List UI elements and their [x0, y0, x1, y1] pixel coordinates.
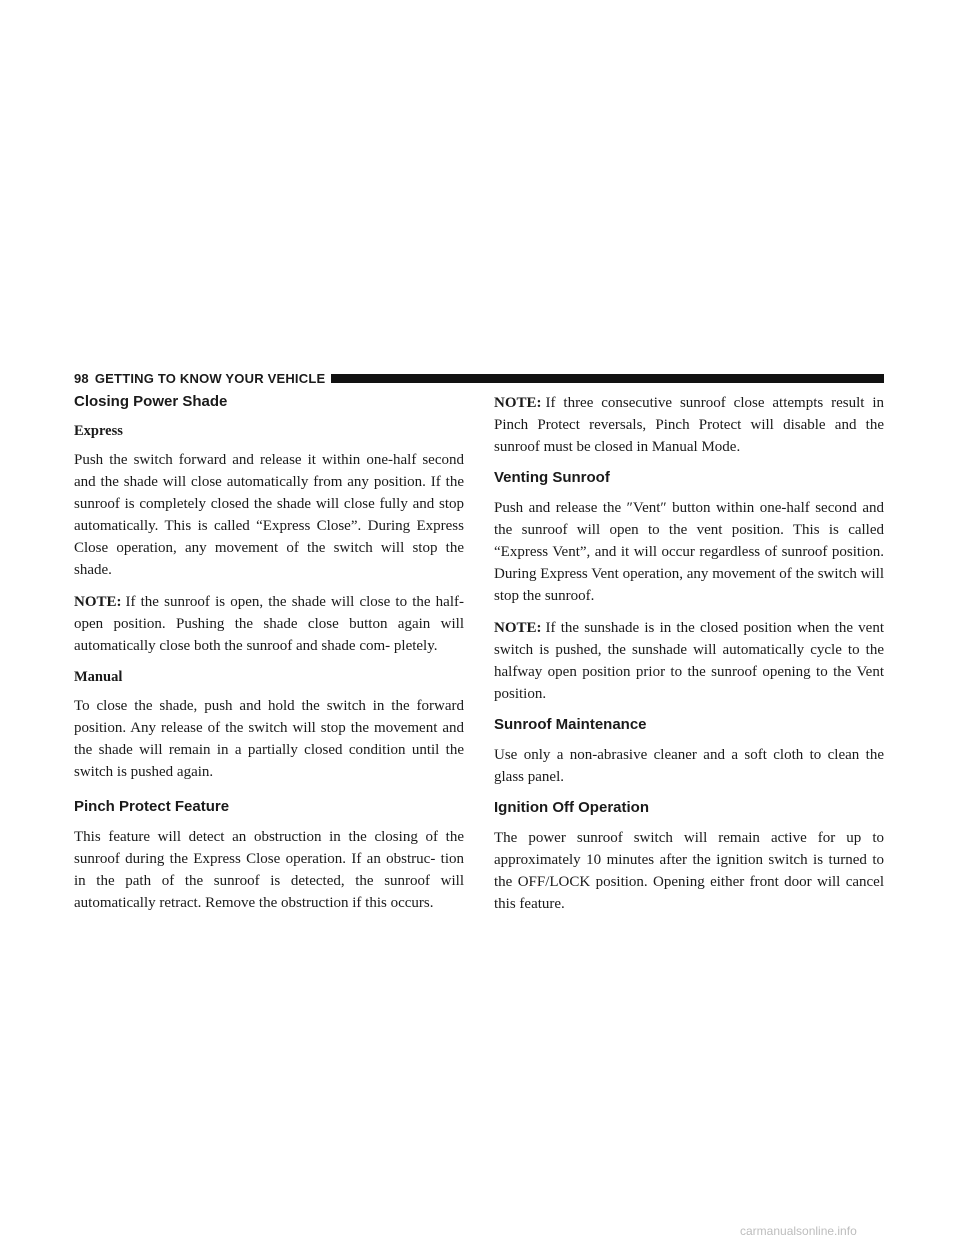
note-shade — [74, 591, 464, 657]
note-label: NOTE: — [494, 395, 542, 411]
watermark: carmanualsonline.info — [740, 1224, 857, 1238]
note-text: If the sunroof is open, the shade will close to the half-open position. Pushing the shade close button again will automatically close both the sunroof and shade com- pletely. — [74, 594, 464, 654]
heading-venting-sunroof: Venting Sunroof — [494, 469, 610, 486]
paragraph-venting: Push and release the ″Vent″ button within one-half second and the sunroof will open to the vent position. This is called “Express Vent”, and it will occur regardless of sunroof position. During Express Vent operation, any movement of the switch will stop the sunroof. — [494, 500, 884, 604]
heading-pinch-protect: Pinch Protect Feature — [74, 798, 230, 815]
note-venting — [494, 617, 884, 705]
subheading-express: Express — [74, 423, 123, 439]
note-text: If the sunshade is in the closed position when the vent switch is pushed, the sunshade will automatically cycle to the halfway open position prior to the sunroof opening to the Vent position. — [494, 620, 884, 702]
page-number: 98 — [74, 370, 89, 386]
right-column — [494, 392, 884, 925]
page-header — [74, 369, 884, 387]
note-text: If three consecutive sunroof close attempts result in Pinch Protect reversals, Pinch Protect will disable and the sunroof must be closed in Manual Mode. — [494, 395, 884, 455]
heading-ignition-off: Ignition Off Operation — [494, 799, 649, 816]
paragraph-express: Push the switch forward and release it within one-half second and the shade will close automatically from any position. If the sunroof is completely closed the shade will close fully and stop automatically. This is called “Express Close”. During Express Close operation, any movement of the switch will stop the shade. — [74, 452, 464, 578]
left-column — [74, 392, 464, 924]
heading-sunroof-maintenance: Sunroof Maintenance — [494, 716, 647, 733]
note-label: NOTE: — [74, 594, 122, 610]
subheading-manual: Manual — [74, 669, 123, 685]
paragraph-maintenance: Use only a non-abrasive cleaner and a soft cloth to clean the glass panel. — [494, 747, 884, 785]
running-head — [74, 371, 325, 386]
paragraph-manual: To close the shade, push and hold the switch in the forward position. Any release of the switch will stop the movement and the shade will remain in a partially closed condition until the switch is pushed again. — [74, 698, 464, 780]
heading-closing-power-shade: Closing Power Shade — [74, 393, 228, 410]
section-title: GETTING TO KNOW YOUR VEHICLE — [94, 370, 326, 386]
paragraph-pinch-protect: This feature will detect an obstruction in the closing of the sunroof during the Express Close operation. If an obstruc- tion in the path of the sunroof is detected, the sunroof will automatically retract. Remove the obstruction if this occurs. — [74, 829, 464, 911]
header-rule — [331, 374, 884, 383]
paragraph-ignition-off: The power sunroof switch will remain active for up to approximately 10 minutes after the ignition switch is turned to the OFF/LOCK position. Opening either front door will cancel this feature. — [494, 830, 884, 912]
note-pinch-protect — [494, 392, 884, 458]
note-label: NOTE: — [494, 620, 542, 636]
